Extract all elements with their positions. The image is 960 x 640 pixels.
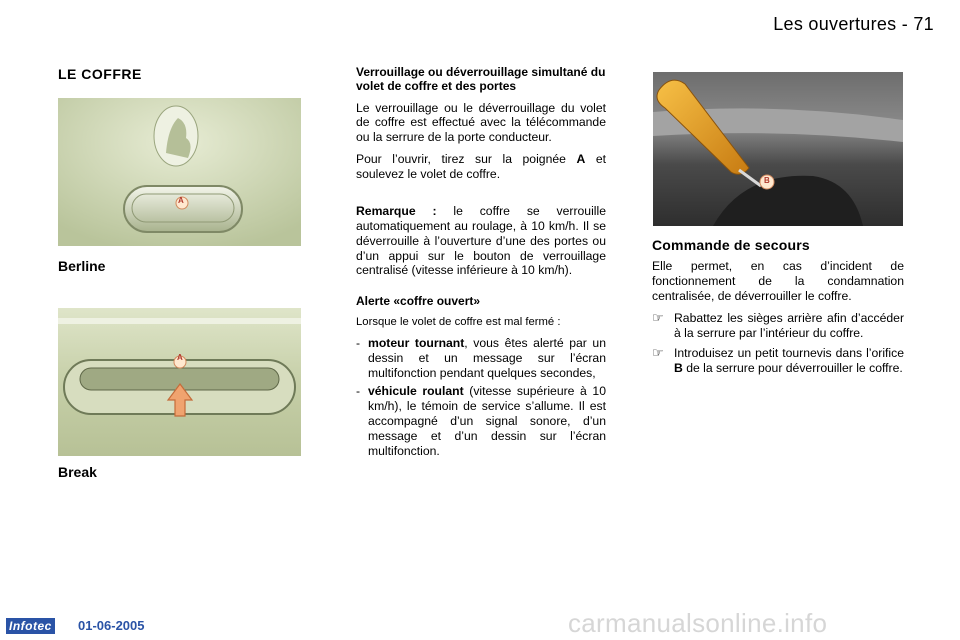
locking-paragraph: Le verrouillage ou le déverrouillage du volet de coffre est effectué avec la télécommande ou la serrure de la porte conducteur. [356,100,606,145]
pointing-hand-icon: ☞ [652,345,664,361]
footer-date: 01-06-2005 [78,618,145,633]
locking-heading: Verrouillage ou déverrouillage simultané du volet de coffre et des portes [356,65,606,93]
section-title: LE COFFRE [58,66,142,82]
middle-column [356,66,606,463]
alert-item-engine: - moteur tournant, vous êtes alerté par un dessin et un message sur l’écran multifonction pendant quelques secondes, [356,335,606,380]
opening-paragraph: Pour l’ouvrir, tirez sur la poignée A et soulevez le volet de coffre. [356,152,606,182]
watermark: carmanualsonline.info [568,608,828,638]
alert-intro: Lorsque le volet de coffre est mal fermé : [356,315,561,328]
label-a: A [178,196,184,205]
emergency-step-screwdriver: ☞ Introduisez un petit tournevis dans l’orifice B de la serrure pour déverrouiller le coffre. [652,345,904,376]
break-photo [58,308,301,456]
remark-paragraph: Remarque : le coffre se verrouille automatiquement au roulage, à 10 km/h. Il se déverrouille à l’ouverture d’une des portes ou d’un appui sur le bouton de verrouillage centralisé (vitesse inférieure à 10 km/h). [356,203,606,278]
berline-photo [58,98,301,246]
emergency-paragraph: Elle permet, en cas d’incident de fonctionnement de la condamnation centralisée, de déverrouiller le coffre. [652,259,904,303]
infotec-logo: Infotec [6,618,55,634]
pointing-hand-icon: ☞ [652,309,664,325]
emergency-heading: Commande de secours [652,237,810,253]
right-column [652,259,904,382]
emergency-release-photo [653,72,903,226]
lion-logo-icon [154,106,198,166]
alert-item-driving: - véhicule roulant (vitesse supérieure à 10 km/h), le témoin de service s’allume. Il est accompagné d’un signal sonore, d’un message et d’un dessin sur l’écran multifonction. [356,384,606,458]
caption-berline: Berline [58,258,106,274]
alert-heading: Alerte «coffre ouvert» [356,294,481,309]
label-b: B [764,176,770,185]
emergency-step-seats: ☞ Rabattez les sièges arrière afin d’accéder à la serrure par l’intérieur du coffre. [652,309,904,340]
caption-break: Break [58,464,97,480]
page-header: Les ouvertures - 71 [773,14,934,34]
label-a-break: A [177,353,183,362]
